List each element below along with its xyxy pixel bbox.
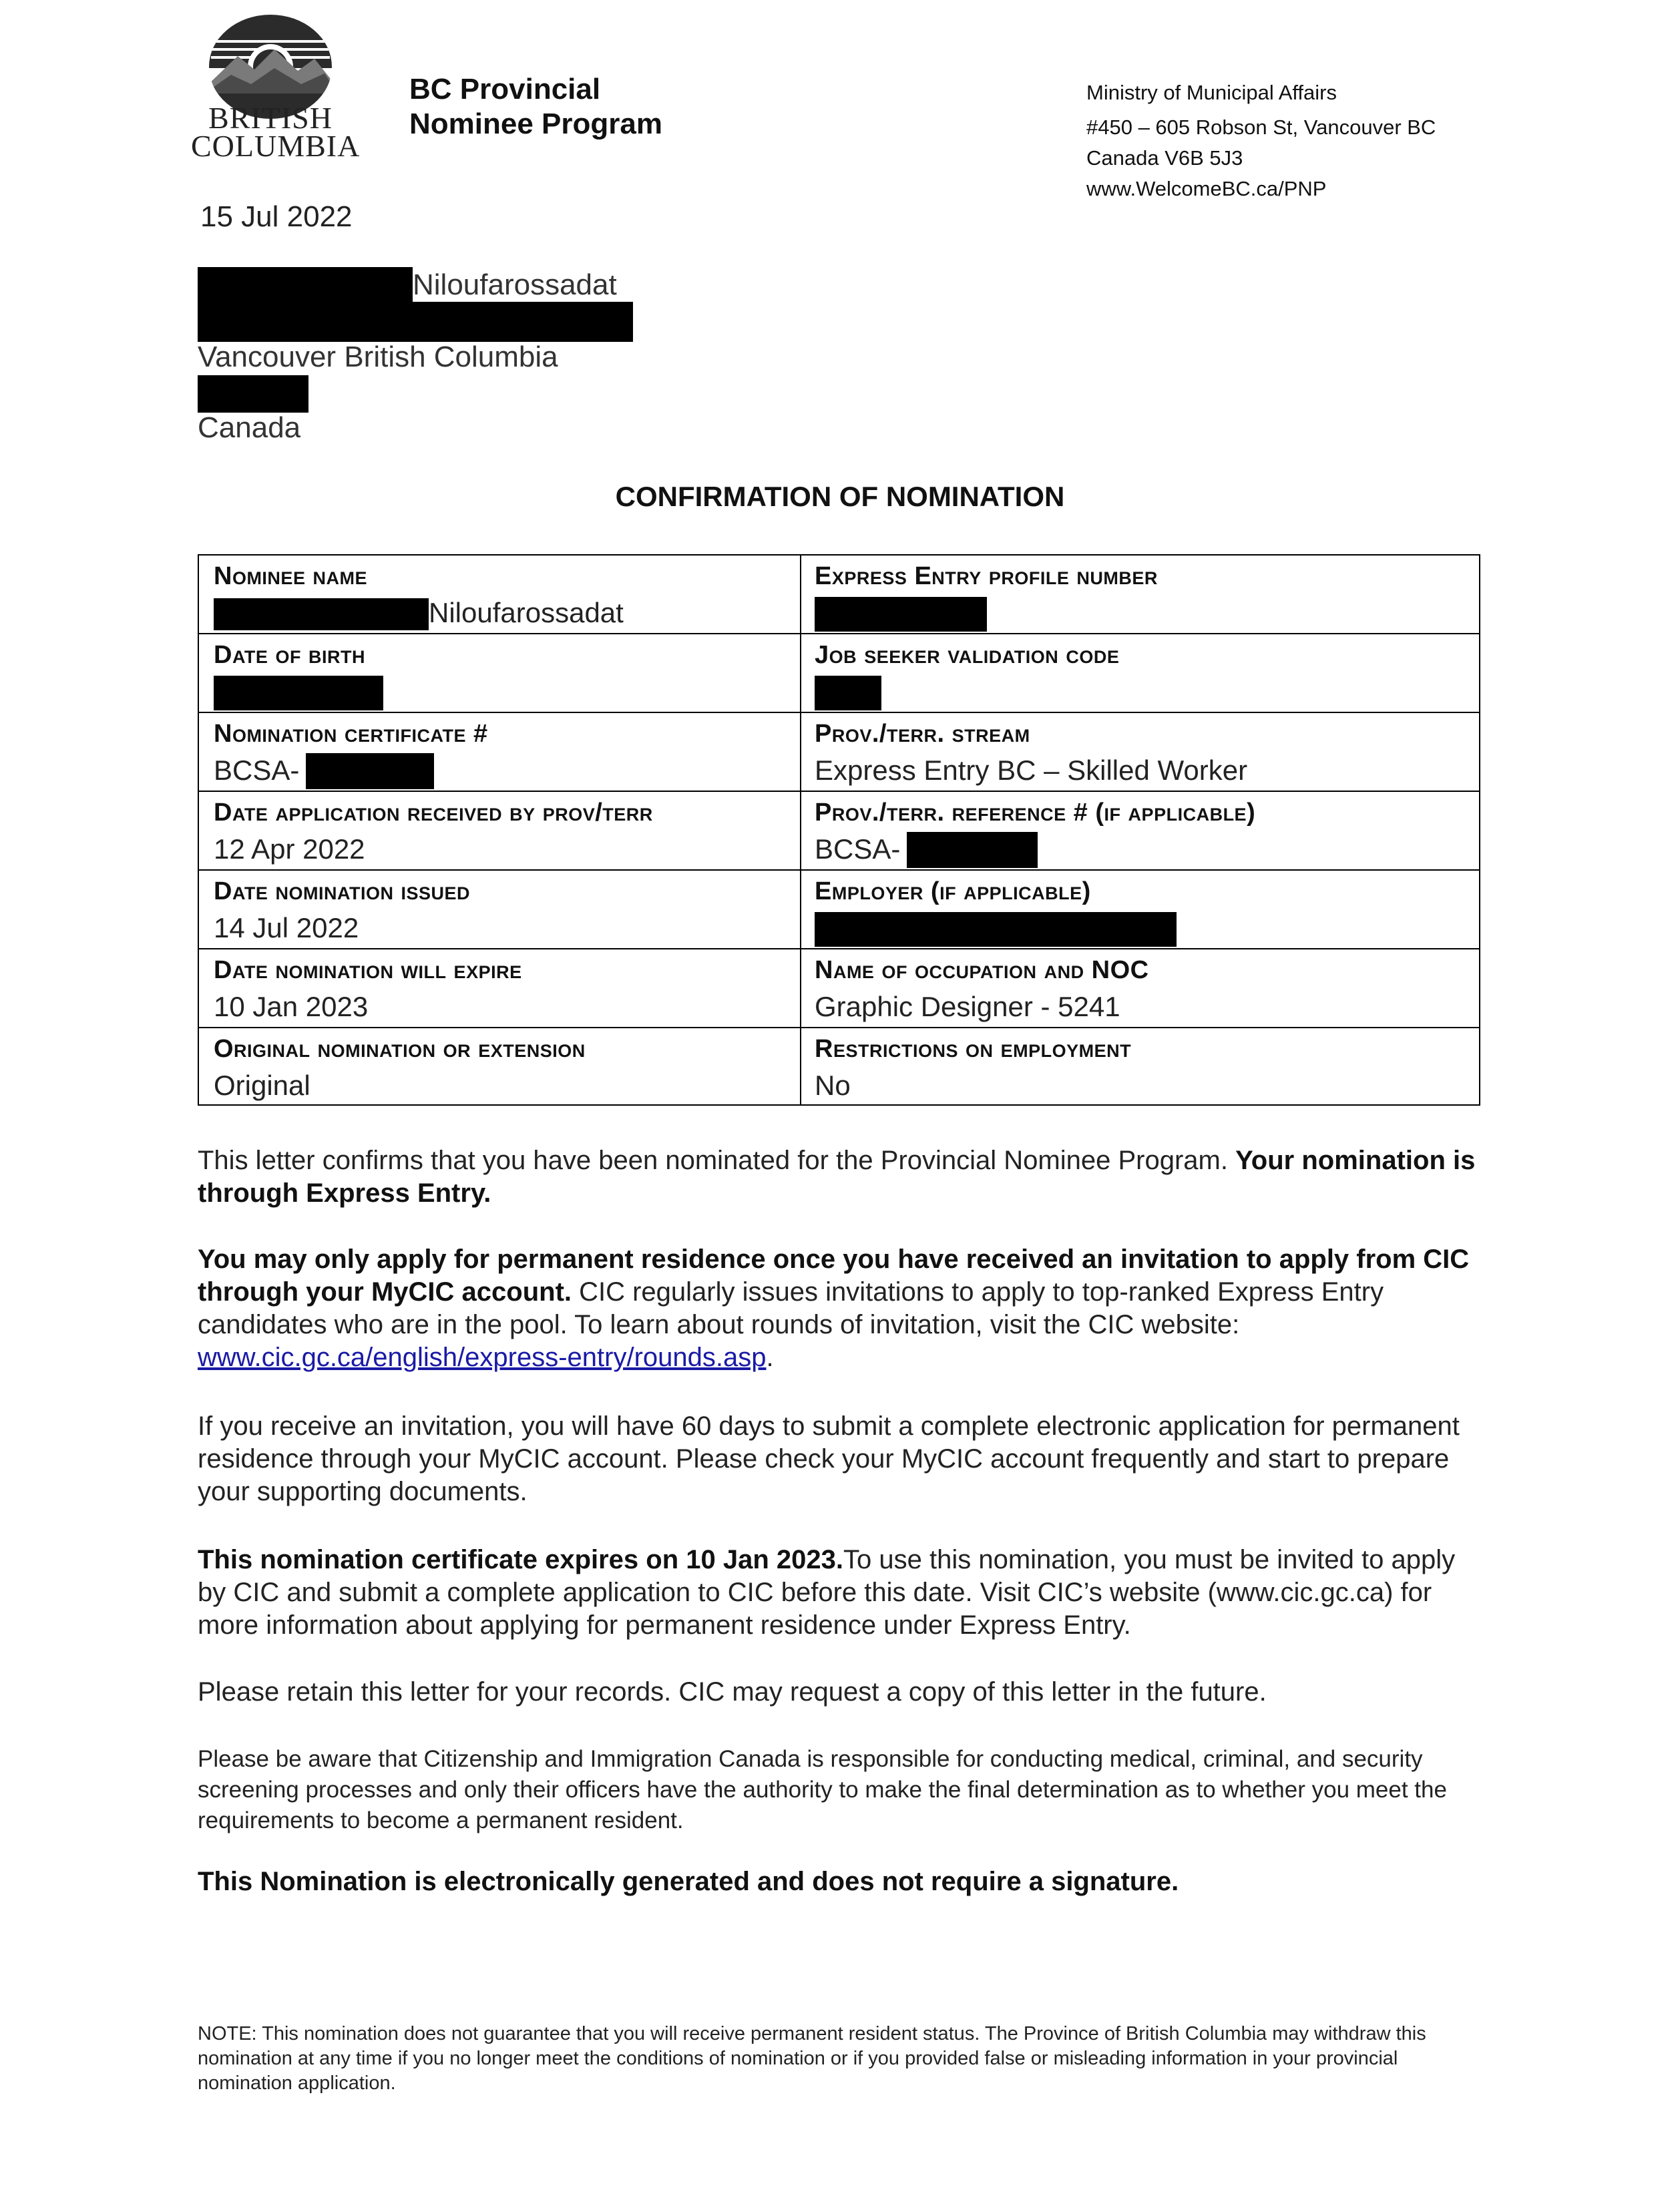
paragraph-retain-letter (198, 1676, 1486, 1709)
recipient-country: Canada (198, 411, 301, 444)
paragraph-invitation-60-days (198, 1410, 1486, 1508)
value-prov-terr-reference: BCSA- (815, 833, 901, 865)
recipient-name: Niloufarossadat (413, 268, 617, 301)
table-row-divider (199, 633, 1479, 634)
program-title-line2: Nominee Program (409, 107, 662, 140)
redaction-block (198, 302, 633, 342)
table-row-divider (199, 869, 1479, 871)
label-occupation-noc: Name of occupation and NOC (815, 956, 1149, 984)
redaction-block (198, 267, 413, 302)
value-nominee-name: Niloufarossadat (429, 597, 624, 628)
value-occupation-noc: Graphic Designer - 5241 (815, 991, 1120, 1022)
label-employer: Employer (if applicable) (815, 877, 1091, 905)
table-row-divider (199, 948, 1479, 949)
paragraph-confirmation (198, 1144, 1486, 1210)
program-title-line1: BC Provincial (409, 73, 601, 105)
redaction-block (306, 753, 434, 789)
value-original-or-extension: Original (214, 1070, 310, 1101)
paragraph-electronic-bold: This Nomination is electronically generated and does not require a signature. (198, 1867, 1179, 1896)
redaction-block (815, 597, 987, 632)
label-nominee-name: Nominee name (214, 562, 368, 590)
paragraph-invitation-text: If you receive an invitation, you will have 60 days to submit a complete electronic application for permanent residence through your MyCIC account. Please check your MyCIC account frequently and start to prepare your supporting documents. (198, 1411, 1460, 1506)
paragraph-confirmation-bold: Your nomination is through Express Entry. (198, 1146, 1476, 1208)
redaction-block (198, 375, 308, 413)
label-job-seeker-code: Job seeker validation code (815, 641, 1120, 669)
label-date-nomination-issued: Date nomination issued (214, 877, 471, 905)
redaction-block (214, 598, 429, 630)
footer-note: NOTE: This nomination does not guarantee that you will receive permanent resident status. The Province of British Columbia may withdraw this nomination at any time if you no longer meet the conditions of nomination or if you provided false or misleading information in your provincial nomination application. (198, 2023, 1426, 2094)
table-row-divider (199, 791, 1479, 792)
ministry-address (1086, 77, 1436, 204)
redaction-block (214, 676, 383, 710)
redaction-block (815, 676, 881, 710)
paragraph-certificate-expiry (198, 1544, 1486, 1642)
label-restrictions-on-employment: Restrictions on employment (815, 1035, 1132, 1063)
value-date-nomination-expire: 10 Jan 2023 (214, 991, 369, 1022)
table-row-divider (199, 712, 1479, 713)
paragraph-expiry-bold: This nomination certificate expires on 10 Jan 2023. (198, 1545, 844, 1574)
paragraph-screening-text: Please be aware that Citizenship and Immigration Canada is responsible for conducting medical, criminal, and security screening processes and only their officers have the authority to make the final determination as to whether you meet the requirements to become a permanent resident. (198, 1746, 1447, 1833)
paragraph-apply-end: . (766, 1343, 774, 1372)
paragraph-apply-text: CIC regularly issues invitations to apply to top-ranked Express Entry candidates who are in the pool. To learn about rounds of invitation, visit the CIC website: (198, 1277, 1384, 1339)
redaction-block (907, 832, 1038, 868)
ministry-postal: Canada V6B 5J3 (1086, 146, 1243, 170)
label-original-or-extension: Original nomination or extension (214, 1035, 586, 1063)
redaction-block (815, 912, 1177, 947)
rounds-of-invitation-link[interactable]: www.cic.gc.ca/english/express-entry/rounds.asp (198, 1343, 767, 1372)
label-express-entry-profile: Express Entry profile number (815, 562, 1158, 590)
nomination-table (198, 554, 1480, 1106)
value-prov-terr-stream: Express Entry BC – Skilled Worker (815, 754, 1248, 786)
label-date-of-birth: Date of birth (214, 641, 366, 669)
value-restrictions-on-employment: No (815, 1070, 851, 1101)
label-prov-terr-reference: Prov./terr. reference # (if applicable) (815, 799, 1256, 827)
ministry-name: Ministry of Municipal Affairs (1086, 81, 1337, 104)
recipient-city: Vancouver British Columbia (198, 341, 558, 373)
value-date-nomination-issued: 14 Jul 2022 (214, 912, 359, 943)
paragraph-apply-permanent-residence (198, 1243, 1486, 1374)
paragraph-electronic-generation (198, 1865, 1486, 1898)
bc-logo (191, 15, 361, 163)
logo-text-british: BRITISH (208, 101, 333, 135)
document-heading: CONFIRMATION OF NOMINATION (615, 481, 1065, 512)
label-nomination-certificate: Nomination certificate # (214, 720, 488, 748)
label-date-application-received: Date application received by prov/terr (214, 799, 653, 827)
label-date-nomination-expire: Date nomination will expire (214, 956, 522, 984)
table-row-divider (199, 1027, 1479, 1028)
table-column-divider (800, 556, 801, 1104)
paragraph-retain-text: Please retain this letter for your records. CIC may request a copy of this letter in the future. (198, 1677, 1267, 1707)
program-title (409, 72, 662, 142)
ministry-website: www.WelcomeBC.ca/PNP (1086, 177, 1327, 200)
paragraph-screening-notice (198, 1744, 1486, 1836)
ministry-street: #450 – 605 Robson St, Vancouver BC (1086, 116, 1436, 139)
paragraph-expiry-text: To use this nomination, you must be invited to apply by CIC and submit a complete application to CIC before this date. Visit CIC’s website (www.cic.gc.ca) for more information about applying for permanent residence under Express Entry. (198, 1545, 1456, 1640)
value-date-application-received: 12 Apr 2022 (214, 833, 365, 865)
letter-date: 15 Jul 2022 (200, 200, 353, 233)
logo-text-columbia: COLUMBIA (191, 129, 361, 163)
paragraph-confirmation-text: This letter confirms that you have been nominated for the Provincial Nominee Program. (198, 1146, 1236, 1175)
label-prov-terr-stream: Prov./terr. stream (815, 720, 1030, 748)
value-nomination-certificate: BCSA- (214, 754, 300, 786)
paragraph-apply-bold: You may only apply for permanent residence once you have received an invitation to apply from CIC through your MyCIC account. (198, 1245, 1470, 1307)
